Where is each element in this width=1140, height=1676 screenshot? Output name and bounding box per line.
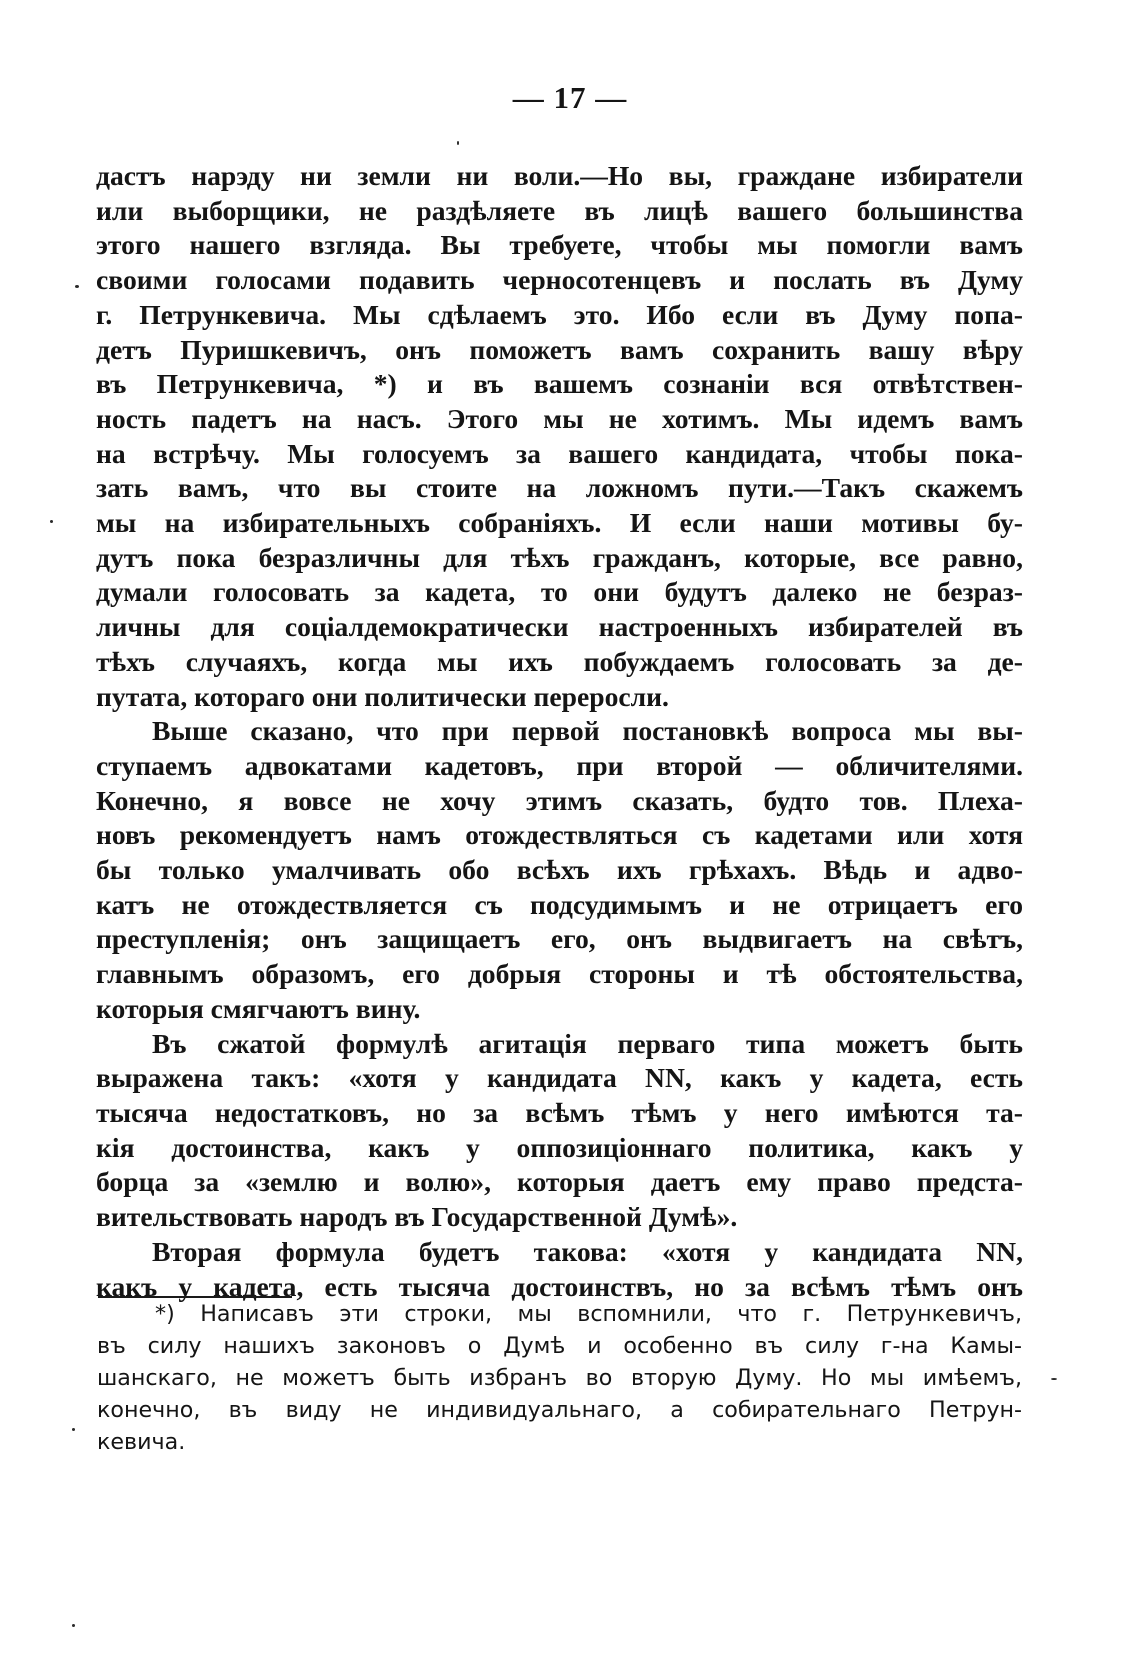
text-line: бы только умалчивать обо всѣхъ ихъ грѣхахъ. Вѣдь и адво-: [96, 854, 1023, 886]
text-line: г. Петрункевича. Мы сдѣлаемъ это. Ибо если въ Думу попа-: [96, 298, 1023, 330]
scan-speck: [75, 285, 79, 288]
page-number: — 17 —: [512, 80, 628, 115]
text-line: на встрѣчу. Мы голосуемъ за вашего кандидата, чтобы пока-: [96, 437, 1023, 469]
text-line: Конечно, я вовсе не хочу этимъ сказать, будто тов. Плеха-: [96, 784, 1023, 816]
text-line: ступаемъ адвокатами кадетовъ, при второй — обличителями.: [96, 749, 1023, 781]
paragraph-1: [96, 159, 1023, 714]
main-text: [96, 159, 1023, 1304]
footnote-line: *) Написавъ эти строки, мы вспомнили, что г. Петрункевичъ,: [155, 1301, 1022, 1327]
footnote-line: конечно, въ виду не индивидуальнаго, а собирательнаго Петрун-: [97, 1397, 1022, 1423]
text-line: вительствовать народъ въ Государственной Думѣ».: [96, 1201, 738, 1233]
text-line: личны для соціалдемократически настроенныхъ избирателей въ: [96, 611, 1023, 643]
text-line: Въ сжатой формулѣ агитація перваго типа можетъ быть: [152, 1027, 1023, 1059]
text-line: Вторая формула будетъ такова: «хотя у кандидата NN,: [152, 1235, 1023, 1267]
footnote-line: въ силу нашихъ законовъ о Думѣ и особенно въ силу г-на Камы-: [97, 1333, 1022, 1359]
paragraph-4: [96, 1235, 1023, 1304]
scan-speck: [72, 1624, 75, 1627]
footnote-line: кевича.: [97, 1429, 186, 1455]
text-line: своими голосами подавить черносотенцевъ и послать въ Думу: [96, 264, 1023, 296]
text-line: главнымъ образомъ, его добрыя стороны и тѣ обстоятельства,: [96, 958, 1023, 990]
text-line: путата, котораго они политически переросли.: [96, 680, 669, 712]
scan-speck: [457, 141, 459, 145]
scan-speck: [50, 520, 53, 523]
text-line: кія достоинства, какъ у оппозиціоннаго политика, какъ у: [96, 1131, 1023, 1163]
text-line: тысяча недостатковъ, но за всѣмъ тѣмъ у него имѣются та-: [96, 1096, 1023, 1128]
paragraph-3: [96, 1027, 1023, 1235]
paragraph-2: [96, 714, 1023, 1026]
footnote: [97, 1298, 1022, 1458]
text-line: или выборщики, не раздѣляете въ лицѣ вашего большинства: [96, 194, 1023, 226]
text-line: дутъ пока безразличны для тѣхъ гражданъ, которые, все равно,: [96, 541, 1023, 573]
text-line: борца за «землю и волю», которыя даетъ ему право предста-: [96, 1166, 1023, 1198]
text-line: въ Петрункевича, *) и въ вашемъ сознаніи вся отвѣтствен-: [96, 368, 1023, 400]
text-line: катъ не отождествляется съ подсудимымъ и не отрицаетъ его: [96, 888, 1023, 920]
scan-speck: [1051, 1378, 1057, 1380]
text-line: преступленія; онъ защищаетъ его, онъ выдвигаетъ на свѣтъ,: [96, 923, 1023, 955]
text-line: тѣхъ случаяхъ, когда мы ихъ побуждаемъ голосовать за де-: [96, 645, 1023, 677]
text-line: новъ рекомендуетъ намъ отождествляться съ кадетами или хотя: [96, 819, 1023, 851]
text-line: мы на избирательныхъ собраніяхъ. И если наши мотивы бу-: [96, 507, 1023, 539]
scan-speck: [72, 1428, 75, 1431]
text-line: выражена такъ: «хотя у кандидата NN, какъ у кадета, есть: [96, 1062, 1023, 1094]
text-line: думали голосовать за кадета, то они будутъ далеко не безраз-: [96, 576, 1023, 608]
text-line: детъ Пуришкевичъ, онъ поможетъ вамъ сохранить вашу вѣру: [96, 333, 1023, 365]
text-line: зать вамъ, что вы стоите на ложномъ пути.—Такъ скажемъ: [96, 472, 1023, 504]
text-line: ность падетъ на насъ. Этого мы не хотимъ. Мы идемъ вамъ: [96, 402, 1023, 434]
text-line: этого нашего взгляда. Вы требуете, чтобы мы помогли вамъ: [96, 229, 1023, 261]
text-line: дастъ нарэду ни земли ни воли.—Но вы, граждане избиратели: [96, 160, 1023, 191]
footnote-line: шанскаго, не можетъ быть избранъ во вторую Думу. Но мы имѣемъ,: [97, 1365, 1022, 1391]
text-line: какъ у кадета, есть тысяча достоинствъ, но за всѣмъ тѣмъ онъ: [96, 1270, 1023, 1302]
text-line: которыя смягчаютъ вину.: [96, 992, 421, 1024]
text-line: Выше сказано, что при первой постановкѣ вопроса мы вы-: [152, 715, 1023, 747]
